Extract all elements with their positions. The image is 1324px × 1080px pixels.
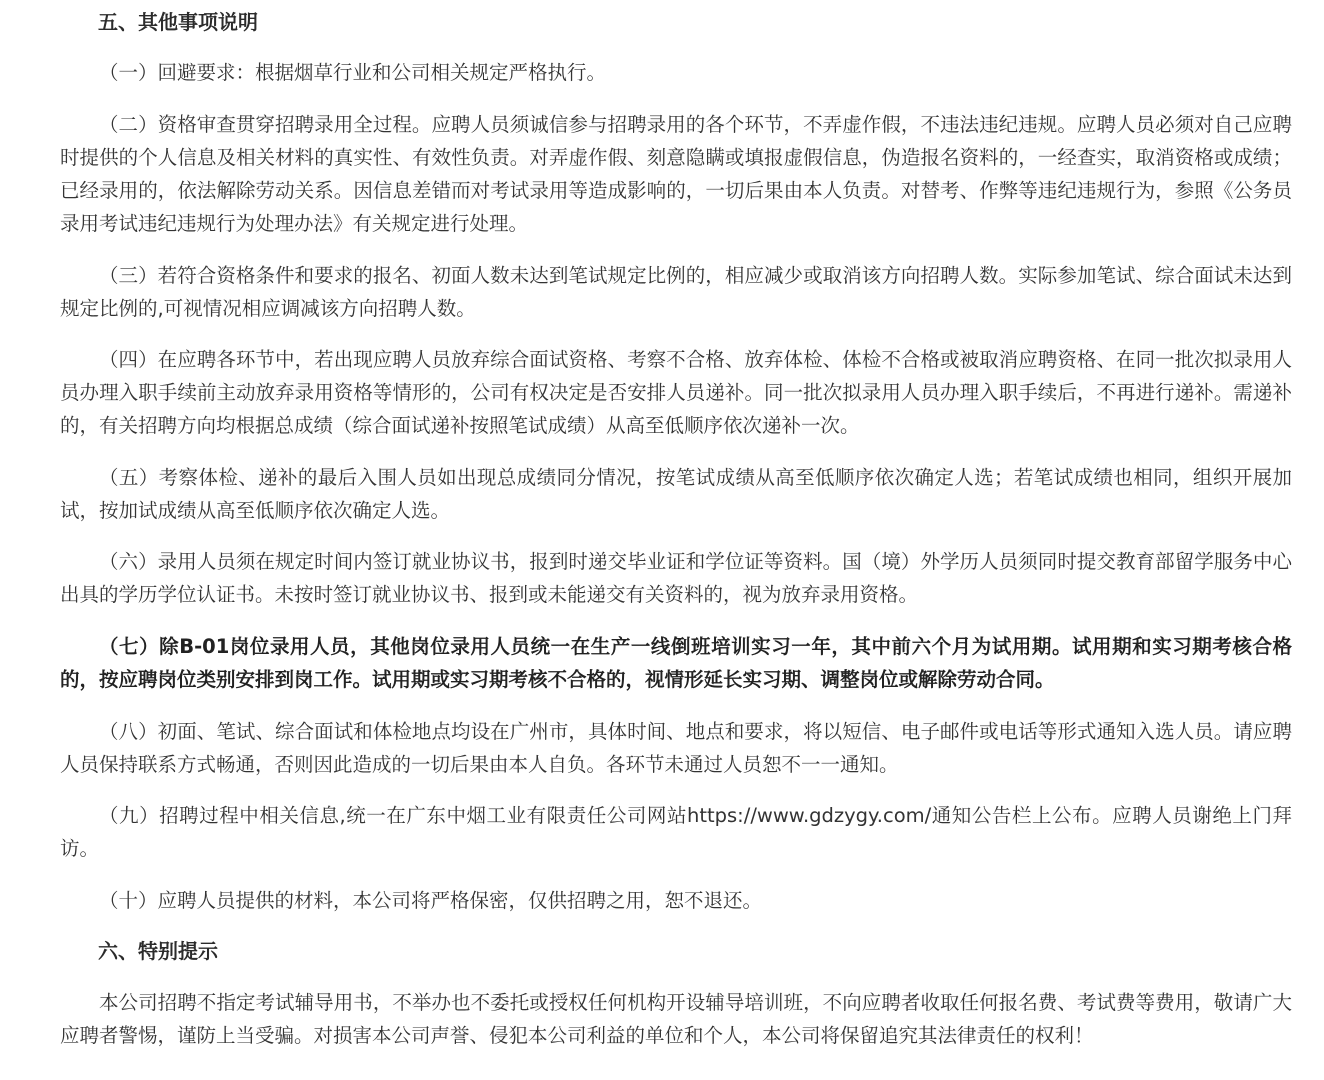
section-five-heading: 五、其他事项说明 (98, 10, 258, 34)
item-eight-locations: （八）初面、笔试、综合面试和体检地点均设在广州市，具体时间、地点和要求，将以短信、电子邮件或电话等形式通知入选人员。请应聘人员保持联系方式畅通，否则因此造成的一切后果由本人自负。各环节未通过人员恕不一一通知。 (60, 720, 1292, 776)
item-seven-probation: （七）除B-01岗位录用人员，其他岗位录用人员统一在生产一线倒班培训实习一年，其中前六个月为试用期。试用期和实习期考核合格的，按应聘岗位类别安排到岗工作。试用期或实习期考核不合格的，视情形延长实习期、调整岗位或解除劳动合同。 (60, 635, 1292, 691)
section-six-heading: 六、特别提示 (98, 939, 218, 963)
item-one-avoidance: （一）回避要求：根据烟草行业和公司相关规定严格执行。 (99, 61, 607, 84)
item-ten-materials: （十）应聘人员提供的材料，本公司将严格保密，仅供招聘之用，恕不退还。 (99, 889, 763, 912)
item-six-agreement: （六）录用人员须在规定时间内签订就业协议书，报到时递交毕业证和学位证等资料。国（境）外学历人员须同时提交教育部留学服务中心出具的学历学位认证书。未按时签订就业协议书、报到或未能递交有关资料的，视为放弃录用资格。 (60, 550, 1292, 606)
special-notice-paragraph: 本公司招聘不指定考试辅导用书，不举办也不委托或授权任何机构开设辅导培训班，不向应聘者收取任何报名费、考试费等费用，敬请广大应聘者警惕，谨防上当受骗。对损害本公司声誉、侵犯本公司利益的单位和个人，本公司将保留追究其法律责任的权利！ (60, 991, 1292, 1047)
item-nine-announcements: （九）招聘过程中相关信息,统一在广东中烟工业有限责任公司网站https://www.gdzygy.com/通知公告栏上公布。应聘人员谢绝上门拜访。 (60, 804, 1292, 860)
item-five-tie-break: （五）考察体检、递补的最后入围人员如出现总成绩同分情况，按笔试成绩从高至低顺序依次确定人选；若笔试成绩也相同，组织开展加试，按加试成绩从高至低顺序依次确定人选。 (60, 466, 1292, 522)
item-two-qualification-review: （二）资格审查贯穿招聘录用全过程。应聘人员须诚信参与招聘录用的各个环节，不弄虚作假，不违法违纪违规。应聘人员必须对自己应聘时提供的个人信息及相关材料的真实性、有效性负责。对弄虚作假、刻意隐瞒或填报虚假信息，伪造报名资料的，一经查实，取消资格或成绩；已经录用的，依法解除劳动关系。因信息差错而对考试录用等造成影响的，一切后果由本人负责。对替考、作弊等违纪违规行为，参照《公务员录用考试违纪违规行为处理办法》有关规定进行处理。 (60, 113, 1292, 235)
item-four-substitution: （四）在应聘各环节中，若出现应聘人员放弃综合面试资格、考察不合格、放弃体检、体检不合格或被取消应聘资格、在同一批次拟录用人员办理入职手续前主动放弃录用资格等情形的，公司有权决定是否安排人员递补。同一批次拟录用人员办理入职手续后，不再进行递补。需递补的，有关招聘方向均根据总成绩（综合面试递补按照笔试成绩）从高至低顺序依次递补一次。 (60, 348, 1292, 437)
item-three-ratio: （三）若符合资格条件和要求的报名、初面人数未达到笔试规定比例的，相应减少或取消该方向招聘人数。实际参加笔试、综合面试未达到规定比例的,可视情况相应调减该方向招聘人数。 (60, 264, 1292, 320)
